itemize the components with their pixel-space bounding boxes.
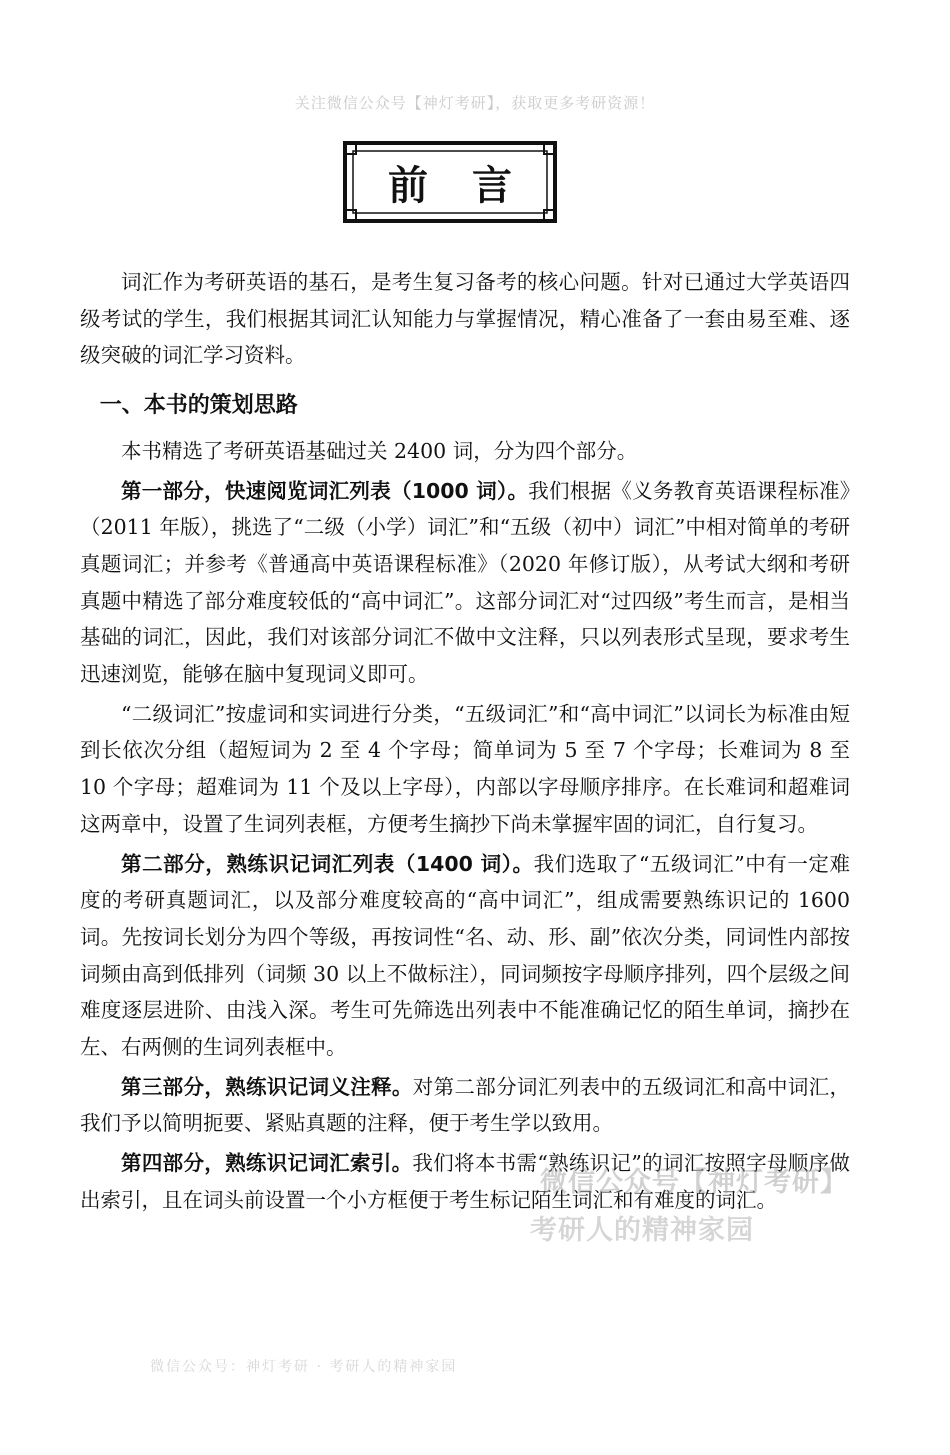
part2-paragraph: [80, 846, 850, 1066]
part2-lead: 第二部分，熟练识记词汇列表（1400 词）。: [121, 851, 534, 876]
part3-paragraph: [80, 1069, 850, 1142]
summary-paragraph: 本书精选了考研英语基础过关 2400 词，分为四个部分。: [121, 438, 638, 463]
watermark-line1: 微信公众号【神灯考研】: [540, 1167, 848, 1198]
watermark-line2: 考研人的精神家园: [530, 1215, 754, 1246]
part1-lead: 第一部分，快速阅览词汇列表（1000 词）。: [121, 478, 529, 503]
part1-paragraph: [80, 473, 850, 693]
part1-body: 我们根据《义务教育英语课程标准》（2011 年版），挑选了“二级（小学）词汇”和“五级（初中）词汇”中相对简单的考研真题词汇；并参考《普通高中英语课程标准》（2020 年修订版），从考试大纲和考研真题中精选了部分难度较低的“高中词汇”。这部分词汇对“过四级”考生而言，是相当基础的词汇，因此，我们对该部分词汇不做中文注释，只以列表形式呈现，要求考生迅速浏览，能够在脑中复现词义即可。: [80, 478, 850, 687]
part4-body: 我们将本书需“熟练识记”的词汇按照字母顺序做出索引，且在词头前设置一个小方框便于考生标记陌生词汇和有难度的词汇。: [80, 1151, 850, 1212]
part3-body: 对第二部分词汇列表中的五级词汇和高中词汇，我们予以简明扼要、紧贴真题的注释，便于考生学以致用。: [80, 1074, 850, 1136]
page-title: 前言: [388, 162, 556, 209]
header-watermark: 关注微信公众号【神灯考研】，获取更多考研资源！: [294, 94, 656, 112]
intro-paragraph: 词汇作为考研英语的基石，是考生复习备考的核心问题。针对已通过大学英语四级考试的学生，我们根据其词汇认知能力与掌握情况，精心准备了一套由易至难、逐级突破的词汇学习资料。: [80, 270, 850, 368]
section-heading: 一、本书的策划思路: [99, 393, 298, 419]
part3-lead: 第三部分，熟练识记词义注释。: [121, 1074, 413, 1099]
title-frame: [342, 140, 558, 224]
part2-body: 我们选取了“五级词汇”中有一定难度的考研真题词汇，以及部分难度较高的“高中词汇”，组成需要熟练识记的 1600 词。先按词长划分为四个等级，再按词性“名、动、形、副”依次分类，同词性内部按词频由高到低排列（词频 30 以上不做标注），同词频按字母顺序排列，四个层级之间难度逐层进阶、由浅入深。考生可先筛选出列表中不能准确记忆的陌生单词，摘抄在左、右两侧的生词列表框中。: [80, 851, 850, 1060]
footer-watermark: 微信公众号：神灯考研 · 考研人的精神家园: [150, 1359, 458, 1375]
grouping-paragraph: “二级词汇”按虚词和实词进行分类，“五级词汇”和“高中词汇”以词长为标准由短到长依次分组（超短词为 2 至 4 个字母；简单词为 5 至 7 个字母；长难词为 8 至 10 个字母；超难词为 11 个及以上字母），内部以字母顺序排序。在长难词和超难词这两章中，设置了生词列表框，方便考生摘抄下尚未掌握牢固的词汇，自行复习。: [80, 701, 850, 836]
part4-lead: 第四部分，熟练识记词汇索引。: [121, 1151, 413, 1176]
document-body: [80, 264, 850, 1222]
